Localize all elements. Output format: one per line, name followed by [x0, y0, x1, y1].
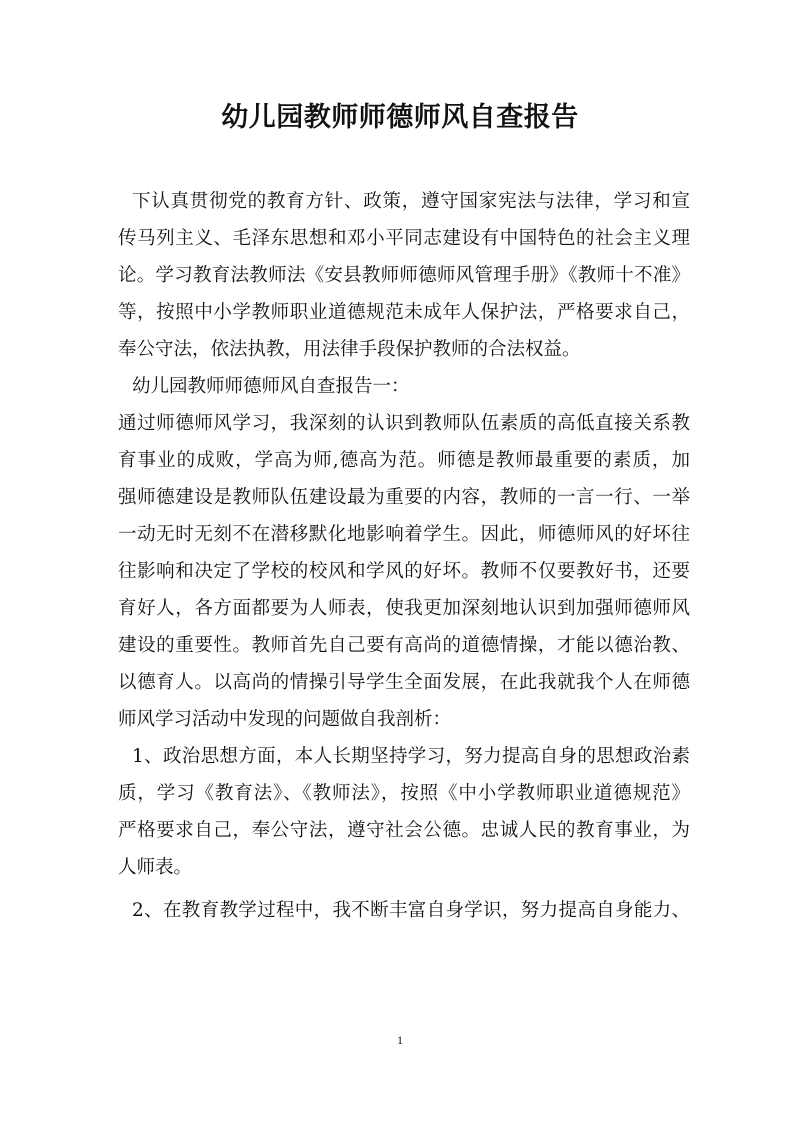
paragraph-4-line-3: 严格要求自己，奉公守法，遵守社会公德。忠诚人民的教育事业，为: [118, 820, 690, 841]
page-number: 1: [397, 1033, 403, 1047]
paragraph-4-line-2: 质，学习《教育法》、《教师法》，按照《中小学教师职业道德规范》: [118, 783, 690, 804]
paragraph-3-line-1: 通过师德师风学习，我深刻的认识到教师队伍素质的高低直接关系教: [118, 413, 690, 434]
paragraph-3-line-9: 师风学习活动中发现的问题做自我剖析：: [118, 709, 452, 730]
section-heading: 幼儿园教师师德师风自查报告一：: [132, 376, 410, 397]
paragraph-1-line-1: 下认真贯彻党的教育方针、政策，遵守国家宪法与法律，学习和宣: [132, 191, 690, 212]
paragraph-3-line-6: 育好人，各方面都要为人师表，使我更加深刻地认识到加强师德师风: [118, 598, 690, 619]
document-body: [118, 183, 690, 929]
paragraph-3-line-4: 一动无时无刻不在潜移默化地影响着学生。因此，师德师风的好坏往: [118, 524, 690, 545]
paragraph-4-line-1: 1、政治思想方面，本人长期坚持学习，努力提高自身的思想政治素: [132, 746, 690, 767]
paragraph-3-line-2: 育事业的成败，学高为师,德高为范。师德是教师最重要的素质，加: [118, 450, 690, 471]
paragraph-1-line-4: 等，按照中小学教师职业道德规范未成年人保护法，严格要求自己，: [118, 302, 690, 323]
page-title: 幼儿园教师师德师风自查报告: [221, 102, 579, 133]
paragraph-1-line-3: 论。学习教育法教师法《安县教师师德师风管理手册》《教师十不准》: [118, 265, 690, 286]
paragraph-3-line-3: 强师德建设是教师队伍建设最为重要的内容，教师的一言一行、一举: [118, 487, 690, 508]
paragraph-5-line-1: 2、在教育教学过程中，我不断丰富自身学识，努力提高自身能力、: [132, 900, 690, 921]
paragraph-3-line-7: 建设的重要性。教师首先自己要有高尚的道德情操，才能以德治教、: [118, 635, 690, 656]
paragraph-4-line-4: 人师表。: [118, 857, 193, 878]
paragraph-1-line-2: 传马列主义、毛泽东思想和邓小平同志建设有中国特色的社会主义理: [118, 228, 690, 249]
paragraph-3-line-8: 以德育人。以高尚的情操引导学生全面发展，在此我就我个人在师德: [118, 672, 690, 693]
paragraph-1-line-5: 奉公守法，依法执教，用法律手段保护教师的合法权益。: [118, 339, 581, 360]
paragraph-3-line-5: 往影响和决定了学校的校风和学风的好坏。教师不仅要教好书，还要: [118, 561, 690, 582]
